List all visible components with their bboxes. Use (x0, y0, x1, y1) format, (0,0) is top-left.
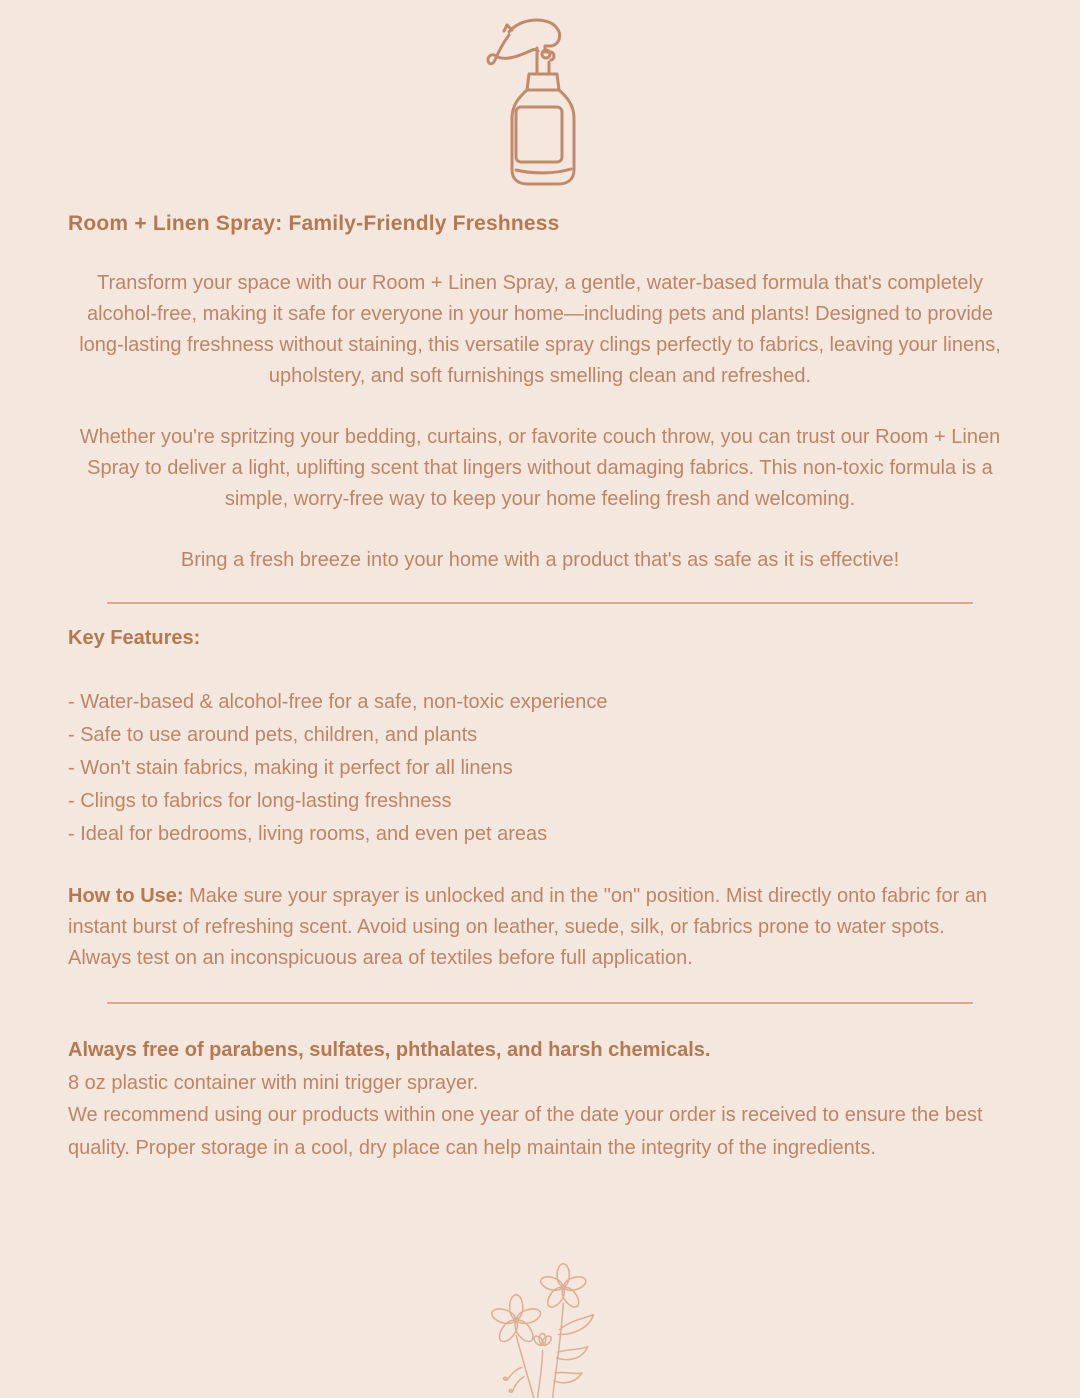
free-of-statement: Always free of parabens, sulfates, phthalates, and harsh chemicals. (68, 1039, 711, 1061)
feature-item: - Clings to fabrics for long-lasting freshness (68, 790, 452, 812)
tagline: Bring a fresh breeze into your home with a product that's as safe as it is effective! (180, 549, 900, 571)
how-to-use-text: Make sure your sprayer is unlocked and in the "on" position. Mist directly onto fabric for an instant burst of refreshing scent. Avoid using on leather, suede, silk, or fabrics prone to water spots. Always test on an inconspicuous area of textiles before full application. (68, 885, 988, 969)
spray-bottle-icon (484, 10, 596, 188)
product-details (68, 1034, 1012, 1164)
feature-item: - Won't stain fabrics, making it perfect for all linens (68, 757, 513, 779)
divider-bottom (107, 1002, 973, 1004)
feature-item: - Water-based & alcohol-free for a safe, non-toxic experience (68, 691, 608, 713)
key-features-heading: Key Features: (68, 627, 201, 649)
how-to-use-paragraph (68, 881, 1012, 974)
footer-illustration (462, 1260, 622, 1398)
key-features-list (68, 686, 1012, 851)
flowers-icon (462, 1260, 622, 1398)
feature-item: - Safe to use around pets, children, and plants (68, 724, 478, 746)
page-title: Room + Linen Spray: Family-Friendly Freshness (68, 212, 560, 235)
usage-recommendation: We recommend using our products within one year of the date your order is received to ensure the best quality. Proper storage in a cool, dry place can help maintain the integrity of the ingredients. (68, 1104, 983, 1159)
header-illustration (68, 0, 1012, 186)
feature-item: - Ideal for bedrooms, living rooms, and even pet areas (68, 823, 548, 845)
divider-top (107, 602, 973, 604)
how-to-use-label: How to Use: (68, 885, 184, 907)
container-info: 8 oz plastic container with mini trigger sprayer. (68, 1071, 479, 1094)
intro-paragraph-1: Transform your space with our Room + Linen Spray, a gentle, water-based formula that's completely alcohol-free, making it safe for everyone in your home—including pets and plants! Designed to provide long-lasting freshness without staining, this versatile spray clings perfectly to fabrics, leaving your linens, upholstery, and soft furnishings smelling clean and refreshed. (79, 272, 1001, 387)
intro-paragraph-2: Whether you're spritzing your bedding, curtains, or favorite couch throw, you can trust our Room + Linen Spray to deliver a light, uplifting scent that lingers without damaging fabrics. This non-toxic formula is a simple, worry-free way to keep your home feeling fresh and welcoming. (79, 426, 1001, 510)
